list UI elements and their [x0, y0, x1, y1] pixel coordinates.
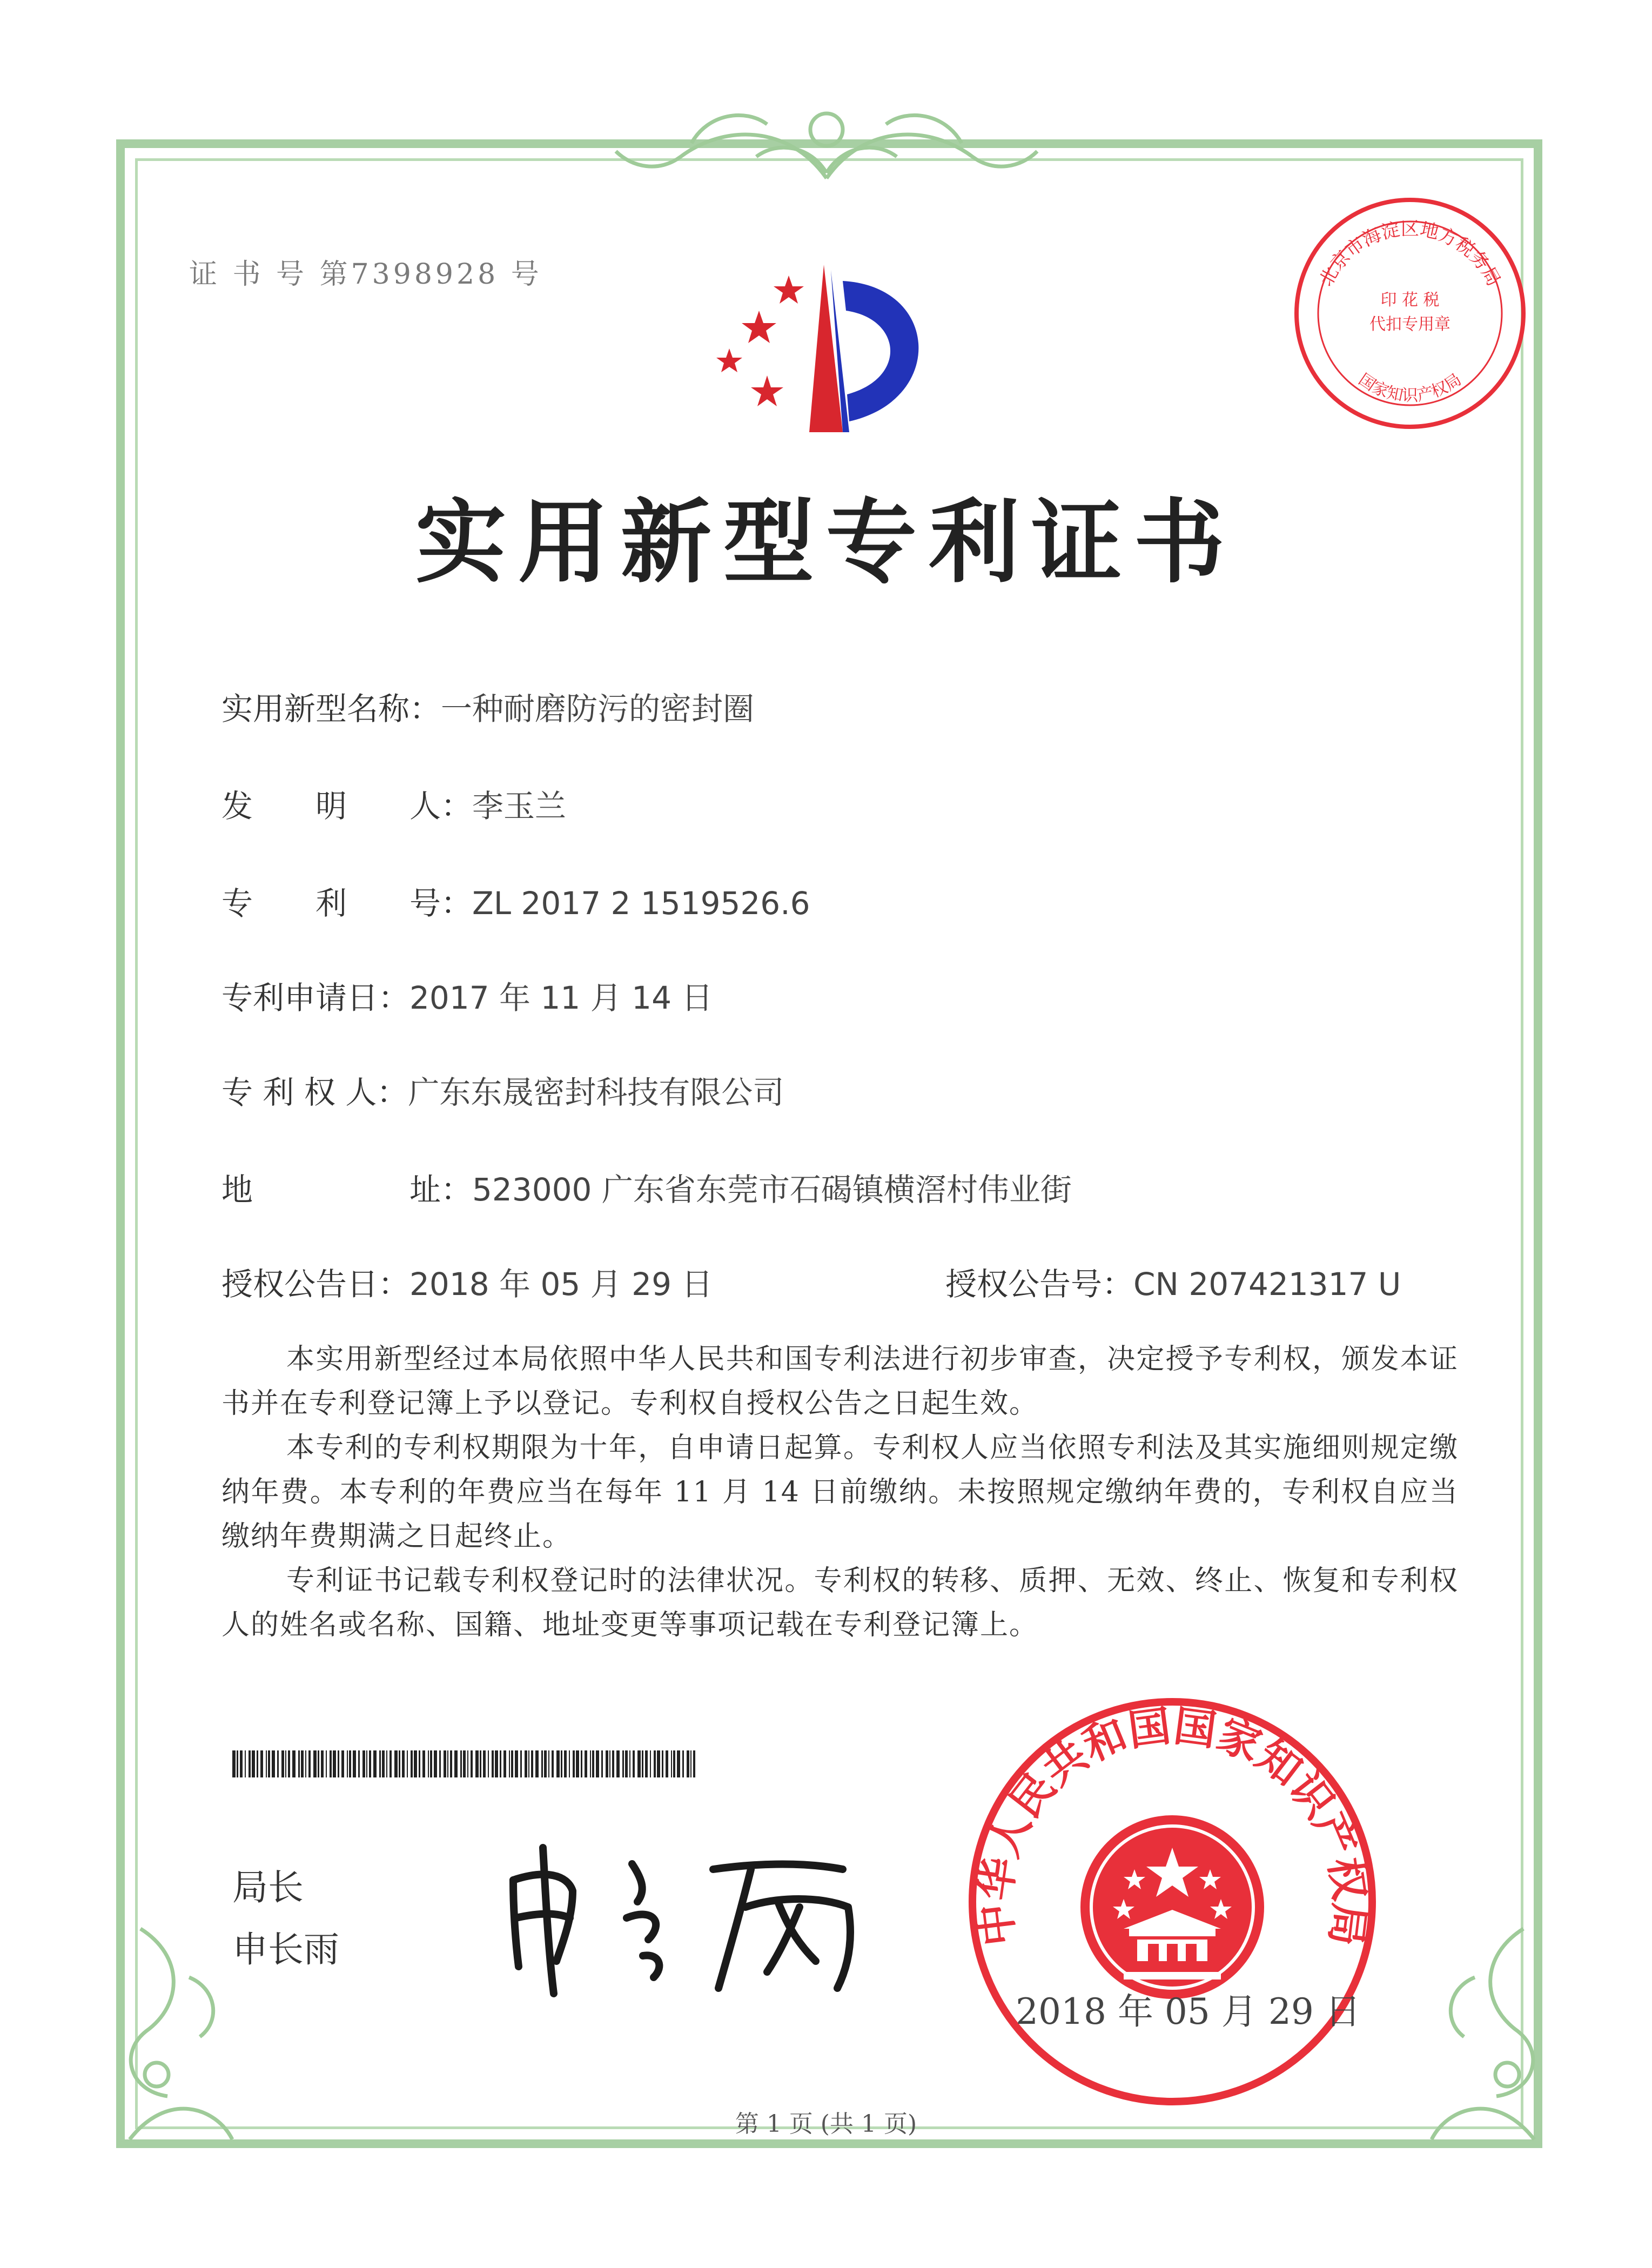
barcode-bar — [544, 1750, 547, 1777]
field-label: 专 利 号： — [221, 885, 473, 922]
barcode-bar — [569, 1750, 570, 1777]
barcode-bar — [362, 1750, 365, 1777]
barcode-bar — [390, 1750, 392, 1777]
barcode-bar — [677, 1750, 680, 1777]
field-label: 专利申请日： — [221, 979, 410, 1016]
barcode-bar — [373, 1750, 377, 1777]
barcode-bar — [353, 1750, 356, 1777]
field-utility-model-name — [221, 683, 754, 729]
barcode-bar — [561, 1750, 562, 1777]
barcode-bar — [434, 1750, 437, 1777]
barcode-bar — [509, 1750, 510, 1777]
barcode-bar — [552, 1750, 554, 1777]
tax-stamp-outer-text: 北京市海淀区地方税务局 — [1315, 218, 1505, 290]
notice-paragraph-2: 本专利的专利权期限为十年，自申请日起算。专利权人应当依照专利法及其实施细则规定缴纳年费。本专利的年费应当在每年 11 月 14 日前缴纳。未按照规定缴纳年费的，专利权自应当缴纳年费期满之日起终止。 — [221, 1432, 1459, 1553]
barcode-bar — [528, 1750, 529, 1777]
barcode-bar — [687, 1750, 689, 1777]
barcode-bar — [232, 1750, 236, 1777]
top-ornament — [583, 92, 1070, 189]
barcode-bar — [305, 1750, 306, 1777]
barcode-bar — [662, 1750, 663, 1777]
barcode-bar — [349, 1750, 351, 1777]
barcode-bar — [382, 1750, 385, 1777]
barcode-bar — [260, 1750, 263, 1777]
tax-stamp-line1: 印 花 税 — [1380, 291, 1440, 310]
barcode-bar — [690, 1750, 691, 1777]
field-grant-number — [945, 1259, 1401, 1304]
barcode-bar — [444, 1750, 446, 1777]
barcode-bar — [673, 1750, 675, 1777]
barcode-bar — [606, 1750, 608, 1777]
seal-date: 2018 年 05 月 29 日 — [1016, 1991, 1361, 2032]
certificate-number: 证 书 号 第7398928 号 — [189, 258, 542, 291]
barcode-bar — [467, 1750, 468, 1777]
barcode-bar — [341, 1750, 344, 1777]
barcode-bar — [366, 1750, 367, 1777]
director-title: 局长 — [232, 1867, 304, 1908]
barcode-bar — [564, 1750, 567, 1777]
barcode-bar — [693, 1750, 695, 1777]
barcode-bar — [556, 1750, 560, 1777]
barcode-bar — [347, 1750, 348, 1777]
barcode-bar — [460, 1750, 462, 1777]
barcode-bar — [407, 1750, 408, 1777]
seal-text: 中华人民共和国国家知识产权局 — [971, 1702, 1374, 1949]
field-label: 实用新型名称： — [221, 690, 441, 727]
barcode-bar — [428, 1750, 429, 1777]
field-value: 李玉兰 — [472, 788, 567, 824]
barcode-bar — [439, 1750, 441, 1777]
barcode-bar — [386, 1750, 387, 1777]
barcode-bar — [454, 1750, 458, 1777]
barcode-bar — [612, 1750, 614, 1777]
director-signature — [497, 1831, 875, 2004]
field-label: 授权公告号： — [945, 1266, 1134, 1303]
barcode-bar — [645, 1750, 648, 1777]
barcode-bar — [266, 1750, 267, 1777]
barcode-bar — [298, 1750, 300, 1777]
barcode-bar — [419, 1750, 420, 1777]
svg-text:北京市海淀区地方税务局 — [1315, 218, 1505, 290]
field-patent-number — [221, 878, 810, 923]
field-inventor — [221, 781, 566, 826]
field-address — [221, 1164, 1072, 1210]
barcode-bar — [541, 1750, 543, 1777]
field-label: 专 利 权 人： — [221, 1074, 408, 1111]
barcode-bar — [292, 1750, 296, 1777]
barcode-bar — [475, 1750, 479, 1777]
field-patentee — [221, 1067, 784, 1112]
barcode-bar — [671, 1750, 672, 1777]
barcode-bar — [321, 1750, 324, 1777]
tax-stamp-bottom-text: 国家知识产权局 — [1355, 370, 1465, 406]
barcode-bar — [616, 1750, 620, 1777]
field-label: 发 明 人： — [221, 788, 473, 824]
barcode-bar — [592, 1750, 594, 1777]
barcode-bar — [358, 1750, 360, 1777]
barcode-bar — [318, 1750, 319, 1777]
patent-office-logo — [708, 259, 945, 443]
field-grant-date — [221, 1259, 713, 1304]
barcode-bar — [237, 1750, 238, 1777]
barcode-bar — [625, 1750, 628, 1777]
field-value: 2017 年 11 月 14 日 — [409, 979, 713, 1016]
barcode-bar — [682, 1750, 684, 1777]
barcode-bar — [288, 1750, 290, 1777]
barcode-bar — [531, 1750, 533, 1777]
barcode-bar — [666, 1750, 668, 1777]
barcode-bar — [642, 1750, 643, 1777]
notice-paragraph-3: 专利证书记载专利权登记时的法律状况。专利权的转移、质押、无效、终止、恢复和专利权人的姓名或名称、国籍、地址变更等事项记载在专利登记簿上。 — [221, 1565, 1459, 1641]
barcode-bar — [308, 1750, 311, 1777]
barcode-bar — [581, 1750, 582, 1777]
notice-paragraph-1: 本实用新型经过本局依照中华人民共和国专利法进行初步审查，决定授予专利权，颁发本证书并在专利登记簿上予以登记。专利权自授权公告之日起生效。 — [221, 1343, 1459, 1420]
director-name: 申长雨 — [232, 1929, 339, 1970]
tax-stamp — [1283, 186, 1537, 440]
barcode-bar — [492, 1750, 494, 1777]
barcode-bar — [471, 1750, 473, 1777]
barcode-bar — [245, 1750, 246, 1777]
page-number: 第 1 页 (共 1 页) — [735, 2110, 917, 2138]
barcode-bar — [447, 1750, 448, 1777]
barcode-bar — [249, 1750, 251, 1777]
legal-notice — [221, 1337, 1459, 1647]
barcode-bar — [379, 1750, 381, 1777]
field-value: 广东东晟密封科技有限公司 — [408, 1074, 784, 1111]
barcode-bar — [463, 1750, 466, 1777]
barcode-bar — [480, 1750, 481, 1777]
barcode-bar — [333, 1750, 336, 1777]
barcode-bar — [402, 1750, 405, 1777]
field-filing-date — [221, 972, 713, 1018]
field-value: 523000 广东省东莞市石碣镇横滘村伟业街 — [472, 1171, 1072, 1208]
barcode-bar — [399, 1750, 400, 1777]
barcode — [232, 1750, 702, 1777]
barcode-bar — [622, 1750, 624, 1777]
barcode-bar — [511, 1750, 513, 1777]
barcode-bar — [609, 1750, 610, 1777]
barcode-bar — [495, 1750, 498, 1777]
barcode-bar — [277, 1750, 279, 1777]
barcode-bar — [369, 1750, 371, 1777]
barcode-bar — [503, 1750, 506, 1777]
barcode-bar — [414, 1750, 417, 1777]
barcode-bar — [268, 1750, 270, 1777]
barcode-bar — [633, 1750, 635, 1777]
barcode-bar — [629, 1750, 630, 1777]
barcode-bar — [637, 1750, 641, 1777]
barcode-bar — [301, 1750, 304, 1777]
barcode-bar — [430, 1750, 432, 1777]
field-value: CN 207421317 U — [1133, 1266, 1401, 1303]
tax-stamp-line2: 代扣专用章 — [1369, 315, 1450, 334]
certificate-title: 实用新型专利证书 — [415, 488, 1237, 595]
official-seal — [962, 1691, 1383, 2112]
field-value: 2018 年 05 月 29 日 — [409, 1266, 713, 1303]
barcode-bar — [411, 1750, 413, 1777]
barcode-bar — [548, 1750, 549, 1777]
field-label: 授权公告日： — [221, 1266, 410, 1303]
barcode-bar — [488, 1750, 489, 1777]
barcode-bar — [654, 1750, 656, 1777]
barcode-bar — [330, 1750, 332, 1777]
barcode-bar — [281, 1750, 284, 1777]
barcode-bar — [657, 1750, 660, 1777]
barcode-bar — [535, 1750, 539, 1777]
barcode-bar — [525, 1750, 527, 1777]
barcode-bar — [483, 1750, 486, 1777]
barcode-bar — [338, 1750, 339, 1777]
barcode-bar — [450, 1750, 452, 1777]
barcode-bar — [422, 1750, 425, 1777]
barcode-bar — [257, 1750, 258, 1777]
barcode-bar — [573, 1750, 575, 1777]
barcode-bar — [252, 1750, 255, 1777]
barcode-bar — [285, 1750, 286, 1777]
barcode-bar — [515, 1750, 518, 1777]
barcode-bar — [520, 1750, 522, 1777]
barcode-bar — [596, 1750, 599, 1777]
barcode-bar — [326, 1750, 327, 1777]
field-label: 地 址： — [221, 1171, 473, 1208]
barcode-bar — [313, 1750, 317, 1777]
barcode-bar — [576, 1750, 579, 1777]
barcode-bar — [590, 1750, 591, 1777]
barcode-bar — [394, 1750, 398, 1777]
barcode-bar — [650, 1750, 651, 1777]
field-value: ZL 2017 2 1519526.6 — [472, 885, 810, 922]
svg-text:国家知识产权局 — [1355, 370, 1465, 405]
barcode-bar — [272, 1750, 275, 1777]
national-emblem-icon — [1080, 1815, 1264, 1999]
barcode-bar — [240, 1750, 243, 1777]
barcode-bar — [601, 1750, 603, 1777]
barcode-bar — [500, 1750, 501, 1777]
field-value: 一种耐磨防污的密封圈 — [441, 690, 755, 727]
barcode-bar — [585, 1750, 587, 1777]
